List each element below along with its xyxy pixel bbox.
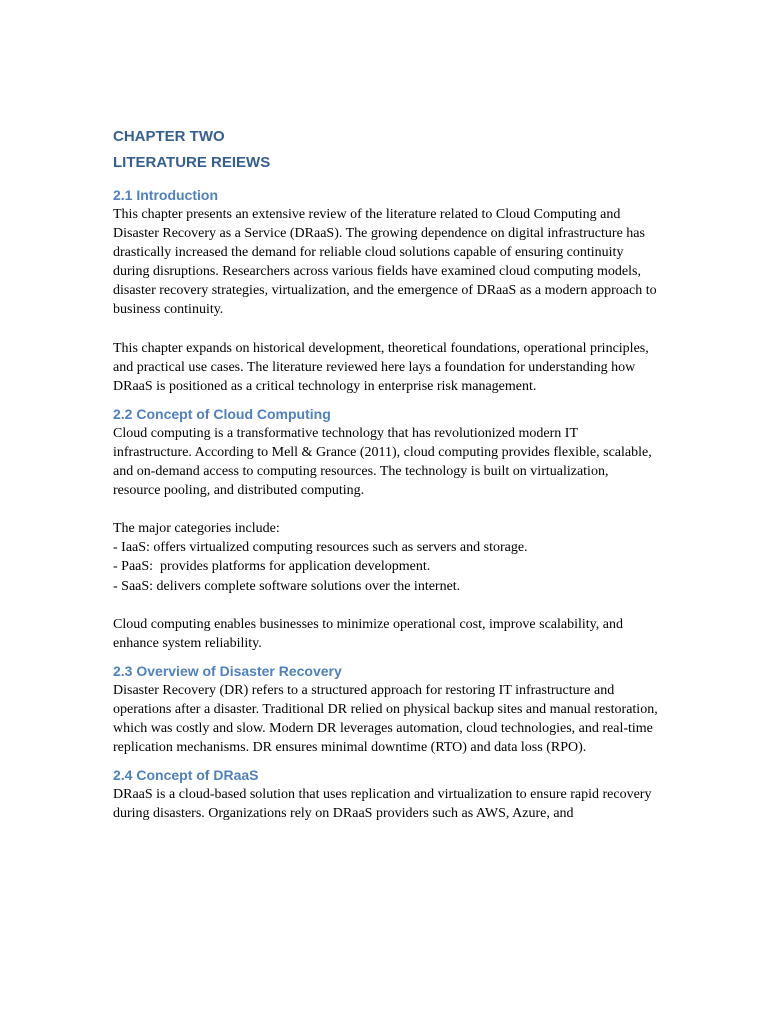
- section-heading-draas: 2.4 Concept of DRaaS: [113, 767, 259, 784]
- list-item: - SaaS: delivers complete software solutions over the internet.: [113, 578, 461, 594]
- cloud-computing-paragraph-2: Cloud computing enables businesses to minimize operational cost, improve scalability, and enhance system reliability.: [113, 616, 623, 651]
- introduction-paragraph-1: This chapter presents an extensive review of the literature related to Cloud Computing and Disaster Recovery as a Service (DRaaS). The growing dependence on digital infrastructure has drastically increased the demand for reliable cloud solutions capable of ensuring continuity during disruptions. Researchers across various fields have examined cloud computing models, disaster recovery strategies, virtualization, and the emergence of DRaaS as a modern approach to business continuity.: [113, 207, 657, 318]
- cloud-categories-list: [113, 538, 658, 595]
- list-item: - PaaS: provides platforms for application development.: [113, 559, 431, 575]
- section-heading-introduction: 2.1 Introduction: [113, 187, 218, 203]
- section-heading-disaster-recovery: 2.3 Overview of Disaster Recovery: [113, 662, 342, 679]
- list-item: - IaaS: offers virtualized computing resources such as servers and storage.: [113, 540, 528, 556]
- chapter-title: LITERATURE REIEWS: [113, 154, 271, 171]
- introduction-paragraph-2: This chapter expands on historical development, theoretical foundations, operational principles, and practical use cases. The literature reviewed here lays a foundation for understanding how DRaaS is positioned as a critical technology in enterprise risk management.: [113, 340, 649, 394]
- cloud-computing-paragraph-1: Cloud computing is a transformative technology that has revolutionized modern IT infrastructure. According to Mell & Grance (2011), cloud computing provides flexible, scalable, and on-demand access to computing resources. The technology is built on virtualization, resource pooling, and distributed computing.: [113, 425, 652, 499]
- section-heading-cloud-computing: 2.2 Concept of Cloud Computing: [113, 405, 331, 422]
- disaster-recovery-paragraph: Disaster Recovery (DR) refers to a structured approach for restoring IT infrastructure and operations after a disaster. Traditional DR relied on physical backup sites and manual restoration, which was costly and slow. Modern DR leverages automation, cloud technologies, and real-time replication mechanisms. DR ensures minimal downtime (RTO) and data loss (RPO).: [113, 682, 658, 756]
- draas-paragraph: DRaaS is a cloud-based solution that uses replication and virtualization to ensure rapid recovery during disasters. Organizations rely on DRaaS providers such as AWS, Azure, and: [113, 787, 652, 822]
- document-page: [113, 124, 658, 823]
- chapter-number-title: CHAPTER TWO: [113, 128, 225, 145]
- cloud-categories-intro: The major categories include:: [113, 521, 280, 537]
